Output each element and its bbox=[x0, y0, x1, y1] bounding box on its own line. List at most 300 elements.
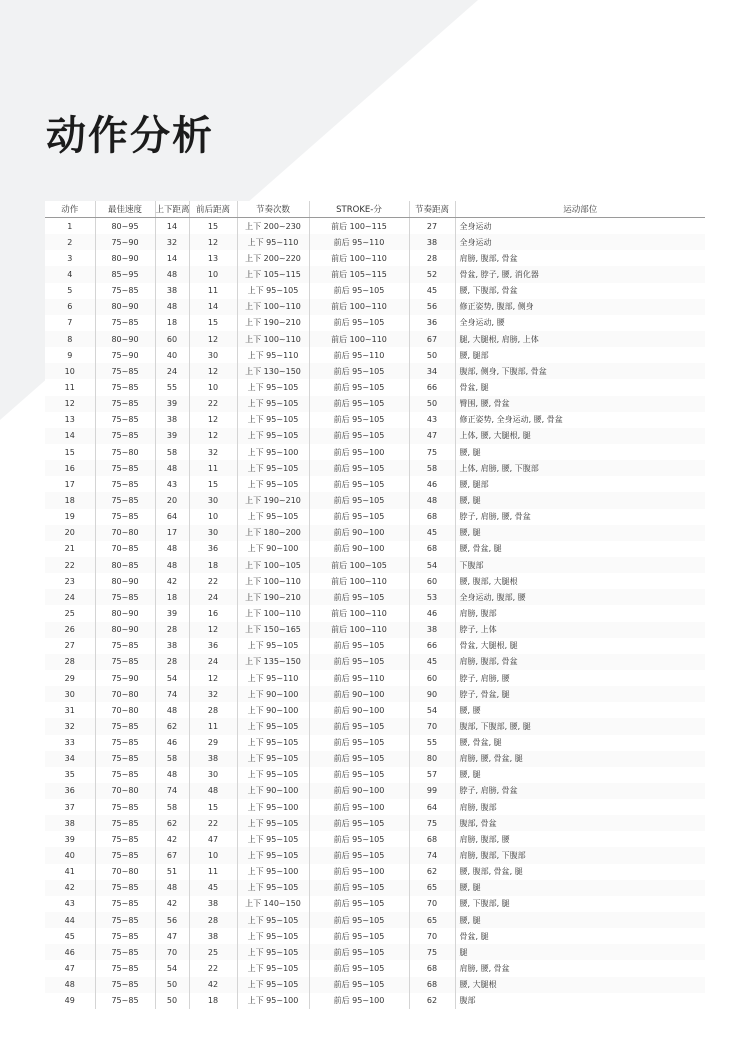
table-row bbox=[45, 460, 705, 476]
table-cell: 肩膀, 腹部 bbox=[455, 799, 705, 815]
column-header: 节奏次数 bbox=[237, 201, 309, 218]
table-cell: 23 bbox=[45, 573, 95, 589]
table-cell: 75~85 bbox=[95, 912, 155, 928]
table-cell: 上下 95~105 bbox=[237, 751, 309, 767]
table-cell: 16 bbox=[45, 460, 95, 476]
table-cell: 脖子, 肩膀, 腰, 骨盆 bbox=[455, 509, 705, 525]
table-cell: 75~85 bbox=[95, 654, 155, 670]
table-cell: 34 bbox=[45, 751, 95, 767]
table-row bbox=[45, 977, 705, 993]
table-cell: 上下 135~150 bbox=[237, 654, 309, 670]
table-row bbox=[45, 509, 705, 525]
table-cell: 10 bbox=[189, 847, 237, 863]
table-row bbox=[45, 928, 705, 944]
table-cell: 肩膀, 腹部 bbox=[455, 605, 705, 621]
table-cell: 33 bbox=[45, 735, 95, 751]
table-cell: 38 bbox=[189, 928, 237, 944]
table-cell: 前后 95~105 bbox=[309, 492, 409, 508]
table-cell: 上下 105~115 bbox=[237, 266, 309, 282]
table-cell: 上下 95~100 bbox=[237, 444, 309, 460]
table-row bbox=[45, 412, 705, 428]
table-cell: 腰, 下腹部, 腿 bbox=[455, 896, 705, 912]
table-cell: 40 bbox=[155, 347, 189, 363]
table-cell: 38 bbox=[189, 751, 237, 767]
table-cell: 前后 100~110 bbox=[309, 299, 409, 315]
table-cell: 30 bbox=[189, 767, 237, 783]
table-cell: 70~80 bbox=[95, 702, 155, 718]
table-cell: 60 bbox=[409, 573, 455, 589]
header-row bbox=[45, 201, 705, 218]
table-cell: 2 bbox=[45, 234, 95, 250]
table-cell: 肩膀, 腹部, 下腹部 bbox=[455, 847, 705, 863]
table-cell: 36 bbox=[189, 541, 237, 557]
table-cell: 上下 100~110 bbox=[237, 299, 309, 315]
table-cell: 38 bbox=[189, 896, 237, 912]
table-cell: 15 bbox=[189, 799, 237, 815]
table-cell: 68 bbox=[409, 831, 455, 847]
table-cell: 80~90 bbox=[95, 299, 155, 315]
table-cell: 18 bbox=[189, 993, 237, 1009]
table-cell: 12 bbox=[189, 670, 237, 686]
table-cell: 15 bbox=[189, 315, 237, 331]
table-cell: 75~85 bbox=[95, 509, 155, 525]
table-cell: 30 bbox=[189, 347, 237, 363]
table-cell: 38 bbox=[155, 283, 189, 299]
table-cell: 上下 95~105 bbox=[237, 428, 309, 444]
table-cell: 前后 90~100 bbox=[309, 541, 409, 557]
table-cell: 前后 105~115 bbox=[309, 266, 409, 282]
table-cell: 75~85 bbox=[95, 831, 155, 847]
table-cell: 54 bbox=[155, 960, 189, 976]
table-cell: 腰, 腿 bbox=[455, 525, 705, 541]
table-cell: 前后 100~110 bbox=[309, 622, 409, 638]
table-cell: 10 bbox=[189, 266, 237, 282]
table-cell: 前后 95~100 bbox=[309, 799, 409, 815]
table-cell: 48 bbox=[155, 557, 189, 573]
table-cell: 74 bbox=[155, 783, 189, 799]
table-cell: 50 bbox=[155, 977, 189, 993]
table-row bbox=[45, 218, 705, 235]
table-cell: 29 bbox=[45, 670, 95, 686]
table-cell: 68 bbox=[409, 541, 455, 557]
table-cell: 9 bbox=[45, 347, 95, 363]
table-cell: 39 bbox=[155, 396, 189, 412]
table-row bbox=[45, 347, 705, 363]
table-cell: 11 bbox=[189, 864, 237, 880]
table-cell: 75~85 bbox=[95, 767, 155, 783]
table-cell: 前后 100~115 bbox=[309, 218, 409, 235]
table-cell: 58 bbox=[155, 799, 189, 815]
table-cell: 67 bbox=[409, 331, 455, 347]
table-cell: 70 bbox=[409, 718, 455, 734]
table-cell: 上下 100~110 bbox=[237, 331, 309, 347]
table-row bbox=[45, 912, 705, 928]
table-cell: 48 bbox=[155, 702, 189, 718]
table-row bbox=[45, 783, 705, 799]
table-cell: 腰, 腿 bbox=[455, 444, 705, 460]
table-cell: 上下 200~220 bbox=[237, 250, 309, 266]
table-cell: 前后 95~105 bbox=[309, 928, 409, 944]
table-cell: 60 bbox=[409, 670, 455, 686]
table-row bbox=[45, 331, 705, 347]
table-cell: 64 bbox=[409, 799, 455, 815]
table-cell: 下腹部 bbox=[455, 557, 705, 573]
table-cell: 45 bbox=[409, 283, 455, 299]
table-row bbox=[45, 960, 705, 976]
table-cell: 75~85 bbox=[95, 880, 155, 896]
table-cell: 上下 95~105 bbox=[237, 718, 309, 734]
table-cell: 前后 90~100 bbox=[309, 686, 409, 702]
table-cell: 12 bbox=[189, 363, 237, 379]
table-cell: 臀围, 腰, 骨盆 bbox=[455, 396, 705, 412]
table-cell: 58 bbox=[155, 444, 189, 460]
column-header: 上下距离 bbox=[155, 201, 189, 218]
table-cell: 40 bbox=[45, 847, 95, 863]
table-row bbox=[45, 557, 705, 573]
table-cell: 上下 130~150 bbox=[237, 363, 309, 379]
table-cell: 74 bbox=[409, 847, 455, 863]
table-cell: 12 bbox=[189, 622, 237, 638]
table-row bbox=[45, 993, 705, 1009]
table-cell: 39 bbox=[45, 831, 95, 847]
table-cell: 上下 190~210 bbox=[237, 589, 309, 605]
table-row bbox=[45, 702, 705, 718]
table-cell: 75~85 bbox=[95, 283, 155, 299]
table-cell: 上下 95~105 bbox=[237, 880, 309, 896]
table-cell: 腹部, 下腹部, 腰, 腿 bbox=[455, 718, 705, 734]
table-cell: 38 bbox=[155, 412, 189, 428]
table-cell: 前后 100~110 bbox=[309, 331, 409, 347]
table-cell: 48 bbox=[155, 880, 189, 896]
table-cell: 11 bbox=[189, 718, 237, 734]
table-cell: 17 bbox=[45, 476, 95, 492]
table-cell: 脖子, 肩膀, 骨盆 bbox=[455, 783, 705, 799]
table-cell: 前后 95~100 bbox=[309, 864, 409, 880]
table-cell: 上下 90~100 bbox=[237, 783, 309, 799]
table-cell: 前后 95~110 bbox=[309, 234, 409, 250]
table-cell: 80~90 bbox=[95, 250, 155, 266]
table-cell: 36 bbox=[189, 638, 237, 654]
table-cell: 26 bbox=[45, 622, 95, 638]
table-cell: 上下 90~100 bbox=[237, 702, 309, 718]
table-row bbox=[45, 315, 705, 331]
table-cell: 腰, 腿部 bbox=[455, 476, 705, 492]
table-cell: 38 bbox=[45, 815, 95, 831]
table-cell: 75~80 bbox=[95, 444, 155, 460]
table-cell: 75 bbox=[409, 444, 455, 460]
table-cell: 45 bbox=[45, 928, 95, 944]
table-cell: 25 bbox=[189, 944, 237, 960]
table-cell: 前后 95~100 bbox=[309, 444, 409, 460]
table-row bbox=[45, 767, 705, 783]
table-cell: 43 bbox=[45, 896, 95, 912]
table-cell: 75~85 bbox=[95, 718, 155, 734]
table-row bbox=[45, 541, 705, 557]
table-cell: 腹部, 侧身, 下腹部, 骨盆 bbox=[455, 363, 705, 379]
table-cell: 38 bbox=[409, 622, 455, 638]
column-header: 最佳速度 bbox=[95, 201, 155, 218]
table-cell: 上下 95~110 bbox=[237, 234, 309, 250]
table-row bbox=[45, 492, 705, 508]
table-cell: 12 bbox=[189, 428, 237, 444]
table-cell: 75~85 bbox=[95, 638, 155, 654]
table-cell: 上下 100~110 bbox=[237, 605, 309, 621]
table-row bbox=[45, 266, 705, 282]
table-cell: 75~85 bbox=[95, 735, 155, 751]
table-cell: 22 bbox=[189, 573, 237, 589]
table-cell: 12 bbox=[45, 396, 95, 412]
table-cell: 3 bbox=[45, 250, 95, 266]
table-cell: 前后 95~105 bbox=[309, 589, 409, 605]
table-cell: 骨盆, 脖子, 腰, 消化器 bbox=[455, 266, 705, 282]
table-cell: 48 bbox=[155, 460, 189, 476]
table-cell: 前后 100~110 bbox=[309, 605, 409, 621]
column-header: 前后距离 bbox=[189, 201, 237, 218]
table-cell: 75~85 bbox=[95, 460, 155, 476]
table-cell: 51 bbox=[155, 864, 189, 880]
table-cell: 52 bbox=[409, 266, 455, 282]
table-cell: 上下 95~110 bbox=[237, 347, 309, 363]
table-cell: 27 bbox=[45, 638, 95, 654]
table-cell: 上下 95~105 bbox=[237, 912, 309, 928]
table-cell: 48 bbox=[155, 266, 189, 282]
table-row bbox=[45, 444, 705, 460]
table-cell: 前后 95~105 bbox=[309, 815, 409, 831]
table-cell: 前后 95~105 bbox=[309, 396, 409, 412]
table-cell: 前后 95~110 bbox=[309, 670, 409, 686]
table-cell: 前后 95~105 bbox=[309, 896, 409, 912]
table-cell: 上下 90~100 bbox=[237, 686, 309, 702]
table-cell: 55 bbox=[155, 379, 189, 395]
table-cell: 22 bbox=[45, 557, 95, 573]
table-cell: 上下 95~105 bbox=[237, 944, 309, 960]
table-cell: 上下 95~105 bbox=[237, 735, 309, 751]
table-cell: 20 bbox=[155, 492, 189, 508]
table-cell: 30 bbox=[189, 525, 237, 541]
table-cell: 前后 100~110 bbox=[309, 573, 409, 589]
table-cell: 前后 95~105 bbox=[309, 379, 409, 395]
table-cell: 7 bbox=[45, 315, 95, 331]
table-cell: 48 bbox=[155, 541, 189, 557]
table-cell: 22 bbox=[189, 396, 237, 412]
table-cell: 43 bbox=[155, 476, 189, 492]
table-cell: 80~85 bbox=[95, 557, 155, 573]
table-cell: 骨盆, 腿 bbox=[455, 379, 705, 395]
table-cell: 31 bbox=[45, 702, 95, 718]
table-cell: 75~85 bbox=[95, 993, 155, 1009]
table-cell: 75~85 bbox=[95, 944, 155, 960]
table-cell: 55 bbox=[409, 735, 455, 751]
table-cell: 前后 95~105 bbox=[309, 509, 409, 525]
table-cell: 75~85 bbox=[95, 492, 155, 508]
table-cell: 62 bbox=[155, 718, 189, 734]
table-cell: 48 bbox=[189, 783, 237, 799]
table-cell: 80~90 bbox=[95, 331, 155, 347]
table-cell: 65 bbox=[409, 880, 455, 896]
table-cell: 上下 95~105 bbox=[237, 283, 309, 299]
table-cell: 70 bbox=[409, 896, 455, 912]
table-cell: 47 bbox=[155, 928, 189, 944]
table-cell: 36 bbox=[45, 783, 95, 799]
table-cell: 28 bbox=[155, 622, 189, 638]
table-cell: 19 bbox=[45, 509, 95, 525]
table-cell: 上下 95~105 bbox=[237, 767, 309, 783]
table-cell: 28 bbox=[45, 654, 95, 670]
table-cell: 前后 95~105 bbox=[309, 977, 409, 993]
table-cell: 24 bbox=[189, 654, 237, 670]
table-cell: 75~85 bbox=[95, 815, 155, 831]
table-cell: 上体, 肩膀, 腰, 下腹部 bbox=[455, 460, 705, 476]
table-cell: 24 bbox=[45, 589, 95, 605]
table-cell: 全身运动, 腰 bbox=[455, 315, 705, 331]
table-cell: 90 bbox=[409, 686, 455, 702]
table-row bbox=[45, 880, 705, 896]
table-cell: 脖子, 骨盆, 腿 bbox=[455, 686, 705, 702]
table-cell: 前后 95~105 bbox=[309, 767, 409, 783]
table-cell: 上下 200~230 bbox=[237, 218, 309, 235]
table-cell: 75~85 bbox=[95, 412, 155, 428]
table-cell: 6 bbox=[45, 299, 95, 315]
table-cell: 35 bbox=[45, 767, 95, 783]
table-cell: 46 bbox=[45, 944, 95, 960]
table-cell: 62 bbox=[409, 864, 455, 880]
table-cell: 62 bbox=[409, 993, 455, 1009]
table-cell: 65 bbox=[409, 912, 455, 928]
table-cell: 前后 95~105 bbox=[309, 847, 409, 863]
table-row bbox=[45, 638, 705, 654]
table-cell: 前后 95~105 bbox=[309, 460, 409, 476]
column-header: 运动部位 bbox=[455, 201, 705, 218]
table-cell: 腰, 腿 bbox=[455, 912, 705, 928]
table-cell: 腰, 骨盆, 腿 bbox=[455, 735, 705, 751]
table-cell: 75~85 bbox=[95, 847, 155, 863]
page-title: 动作分析 bbox=[46, 113, 214, 159]
table-cell: 前后 95~105 bbox=[309, 363, 409, 379]
table-cell: 上体, 腰, 大腿根, 腿 bbox=[455, 428, 705, 444]
table-cell: 18 bbox=[155, 589, 189, 605]
table-cell: 66 bbox=[409, 379, 455, 395]
table-cell: 32 bbox=[155, 234, 189, 250]
table-cell: 前后 95~105 bbox=[309, 476, 409, 492]
table-cell: 上下 95~105 bbox=[237, 412, 309, 428]
table-cell: 80~90 bbox=[95, 622, 155, 638]
table-cell: 75 bbox=[409, 815, 455, 831]
table-cell: 46 bbox=[409, 476, 455, 492]
table-cell: 75~85 bbox=[95, 379, 155, 395]
motion-analysis-table bbox=[45, 201, 705, 1009]
table-cell: 20 bbox=[45, 525, 95, 541]
table-cell: 75~85 bbox=[95, 363, 155, 379]
table-cell: 27 bbox=[409, 218, 455, 235]
table-cell: 腰, 大腿根 bbox=[455, 977, 705, 993]
table-cell: 修正姿势, 全身运动, 腰, 骨盆 bbox=[455, 412, 705, 428]
table-cell: 腰, 腿 bbox=[455, 880, 705, 896]
table-cell: 1 bbox=[45, 218, 95, 235]
table-cell: 上下 100~110 bbox=[237, 573, 309, 589]
table-row bbox=[45, 799, 705, 815]
table-cell: 80~90 bbox=[95, 605, 155, 621]
table-cell: 15 bbox=[45, 444, 95, 460]
table-cell: 48 bbox=[155, 299, 189, 315]
table-cell: 70~80 bbox=[95, 783, 155, 799]
table-cell: 36 bbox=[409, 315, 455, 331]
table-row bbox=[45, 670, 705, 686]
table-row bbox=[45, 864, 705, 880]
table-cell: 47 bbox=[45, 960, 95, 976]
table-cell: 54 bbox=[155, 670, 189, 686]
table-cell: 上下 95~105 bbox=[237, 831, 309, 847]
table-row bbox=[45, 896, 705, 912]
table-cell: 腰, 下腹部, 骨盆 bbox=[455, 283, 705, 299]
table-cell: 75~85 bbox=[95, 476, 155, 492]
table-cell: 48 bbox=[155, 767, 189, 783]
table-cell: 24 bbox=[155, 363, 189, 379]
table-cell: 腰, 腿 bbox=[455, 492, 705, 508]
column-header: 动作 bbox=[45, 201, 95, 218]
table-cell: 42 bbox=[155, 573, 189, 589]
table-cell: 99 bbox=[409, 783, 455, 799]
table-cell: 57 bbox=[409, 767, 455, 783]
table-cell: 上下 95~105 bbox=[237, 960, 309, 976]
table-cell: 上下 95~105 bbox=[237, 460, 309, 476]
table-cell: 45 bbox=[409, 654, 455, 670]
table-cell: 45 bbox=[189, 880, 237, 896]
table-cell: 上下 180~200 bbox=[237, 525, 309, 541]
table-cell: 13 bbox=[45, 412, 95, 428]
table-cell: 全身运动 bbox=[455, 218, 705, 235]
table-cell: 18 bbox=[45, 492, 95, 508]
table-cell: 前后 95~105 bbox=[309, 638, 409, 654]
table-cell: 前后 95~105 bbox=[309, 654, 409, 670]
table-cell: 75 bbox=[409, 944, 455, 960]
table-cell: 75~90 bbox=[95, 347, 155, 363]
table-cell: 80~90 bbox=[95, 573, 155, 589]
table-cell: 16 bbox=[189, 605, 237, 621]
table-cell: 前后 95~105 bbox=[309, 960, 409, 976]
table-row bbox=[45, 944, 705, 960]
table-cell: 腰, 腿 bbox=[455, 767, 705, 783]
table-cell: 15 bbox=[189, 218, 237, 235]
table-cell: 上下 95~105 bbox=[237, 379, 309, 395]
table-cell: 47 bbox=[409, 428, 455, 444]
table-cell: 54 bbox=[409, 557, 455, 573]
table-cell: 前后 95~105 bbox=[309, 944, 409, 960]
table-cell: 50 bbox=[409, 347, 455, 363]
table-cell: 腰, 腹部, 大腿根 bbox=[455, 573, 705, 589]
table-cell: 60 bbox=[155, 331, 189, 347]
table-cell: 腰, 腹部, 骨盆, 腿 bbox=[455, 864, 705, 880]
table-cell: 上下 95~100 bbox=[237, 993, 309, 1009]
table-cell: 前后 95~105 bbox=[309, 831, 409, 847]
table-cell: 48 bbox=[45, 977, 95, 993]
table-cell: 75~85 bbox=[95, 977, 155, 993]
table-cell: 上下 95~100 bbox=[237, 799, 309, 815]
table-cell: 腰, 腰 bbox=[455, 702, 705, 718]
table-cell: 25 bbox=[45, 605, 95, 621]
table-cell: 47 bbox=[189, 831, 237, 847]
table-cell: 上下 95~105 bbox=[237, 509, 309, 525]
table-cell: 42 bbox=[155, 896, 189, 912]
table-cell: 29 bbox=[189, 735, 237, 751]
table-cell: 4 bbox=[45, 266, 95, 282]
table-cell: 5 bbox=[45, 283, 95, 299]
table-cell: 上下 95~105 bbox=[237, 847, 309, 863]
table-cell: 14 bbox=[189, 299, 237, 315]
table-row bbox=[45, 589, 705, 605]
table-row bbox=[45, 751, 705, 767]
table-row bbox=[45, 250, 705, 266]
table-cell: 前后 95~105 bbox=[309, 751, 409, 767]
